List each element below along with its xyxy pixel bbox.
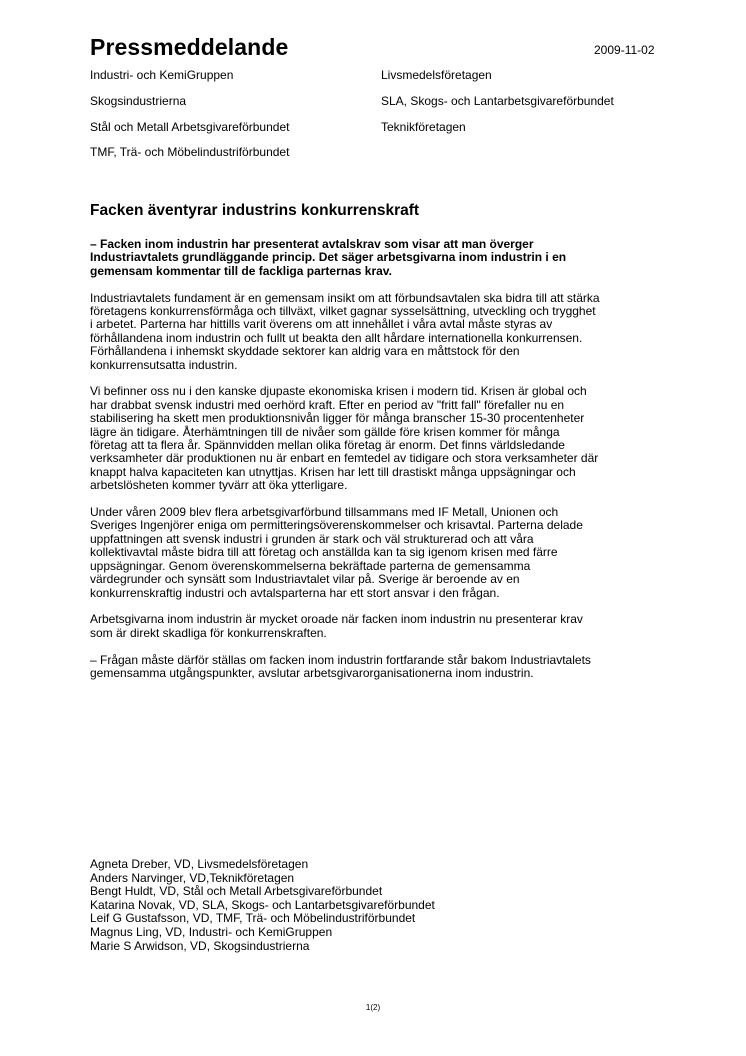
page-number: 1(2) bbox=[365, 1003, 381, 1012]
organization-name: Teknikföretagen bbox=[381, 120, 466, 134]
signature-line: Magnus Ling, VD, Industri- och KemiGruppen bbox=[90, 924, 333, 939]
organization-name: Stål och Metall Arbetsgivareförbundet bbox=[90, 120, 290, 134]
article-paragraph: – Frågan måste därför ställas om facken inom industrin fortfarande står bakom Industriavtalets gemensamma utgångspunkter, avslutar arbetsgivarorganisationerna inom industrin. bbox=[90, 652, 591, 680]
article-body bbox=[90, 238, 600, 694]
page-title: Pressmeddelande bbox=[90, 34, 289, 60]
press-date: 2009-11-02 bbox=[594, 43, 655, 57]
organization-name: Livsmedelsföretagen bbox=[381, 68, 492, 82]
signature-line: Agneta Dreber, VD, Livsmedelsföretagen bbox=[90, 857, 309, 871]
organization-name: TMF, Trä- och Möbelindustriförbundet bbox=[90, 145, 290, 159]
signature-line: Bengt Huldt, VD, Stål och Metall Arbetsgivareförbundet bbox=[90, 884, 383, 899]
signature-line: Leif G Gustafsson, VD, TMF, Trä- och Möbelindustriförbundet bbox=[90, 911, 416, 926]
article-paragraph: Vi befinner oss nu i den kanske djupaste ekonomiska krisen i modern tid. Krisen är global och har drabbat svensk industri med oerhörd kraft. Efter en period av "fritt fall" förefaller nu en stabilisering ha skett men produktionsnivån ligger för många branscher 15-30 procentenheter lägre än tidigare. Återhämtningen till de nivåer som gällde före krisen kommer för många företag att ta flera år. Spännvidden mellan olika företag är enorm. Det finns världsledande verksamheter där produktionen nu är enbart en femtedel av tidigare och stora verksamheter där knappt halva kapaciteten kan utnyttjas. Krisen har lett till drastiskt många uppsägningar och arbetslösheten kommer tyvärr att öka ytterligare. bbox=[90, 384, 599, 493]
article-paragraph: Industriavtalets fundament är en gemensam insikt om att förbundsavtalen ska bidra till att stärka företagens konkurrensförmåga och tillväxt, vilket gagnar sysselsättning, utveckling och trygghet i arbetet. Parterna har hittills varit överens om att innehållet i våra avtal måste styras av förhållandena inom industrin och fullt ut beakta den allt hårdare internationella konkurrensen. Förhållandena i inhemskt skyddade sektorer kan aldrig vara en måttstock för den konkurrensutsatta industrin. bbox=[90, 290, 600, 372]
organization-name: Industri- och KemiGruppen bbox=[90, 68, 234, 82]
signature-list bbox=[90, 858, 610, 953]
article-paragraph: Under våren 2009 blev flera arbetsgivarförbund tillsammans med IF Metall, Unionen och Sveriges Ingenjörer eniga om permitteringsöverenskommelser och krisavtal. Parterna delade uppfattningen att svensk industri i grunden är stark och väl strukturerad och att våra kollektivavtal måste bidra till att företag och anställda kan ta sig igenom krisen med färre uppsägningar. Genom överenskommelserna bekräftade parterna de gemensamma värdegrunder och synsätt som Industriavtalet vilar på. Sverige är beroende av en konkurrenskraftig industri och avtalsparterna har ett stort ansvar i den frågan. bbox=[90, 505, 583, 600]
signature-line: Katarina Novak, VD, SLA, Skogs- och Lantarbetsgivareförbundet bbox=[90, 897, 435, 912]
organization-name: SLA, Skogs- och Lantarbetsgivareförbundet bbox=[381, 94, 614, 108]
signature-line: Anders Narvinger, VD,Teknikföretagen bbox=[90, 870, 295, 885]
article-lead: – Facken inom industrin har presenterat avtalskrav som visar att man överger Industriavtalets grundläggande princip. Det säger arbetsgivarna inom industrin i en gemensam kommentar till de fackliga parternas krav. bbox=[90, 237, 567, 278]
signature-line: Marie S Arwidson, VD, Skogsindustrierna bbox=[90, 938, 310, 953]
article-paragraph: Arbetsgivarna inom industrin är mycket oroade när facken inom industrin nu presenterar krav som är direkt skadliga för konkurrenskraften. bbox=[90, 612, 583, 640]
article-headline: Facken äventyrar industrins konkurrenskraft bbox=[90, 202, 420, 219]
organization-name: Skogsindustrierna bbox=[90, 94, 187, 108]
